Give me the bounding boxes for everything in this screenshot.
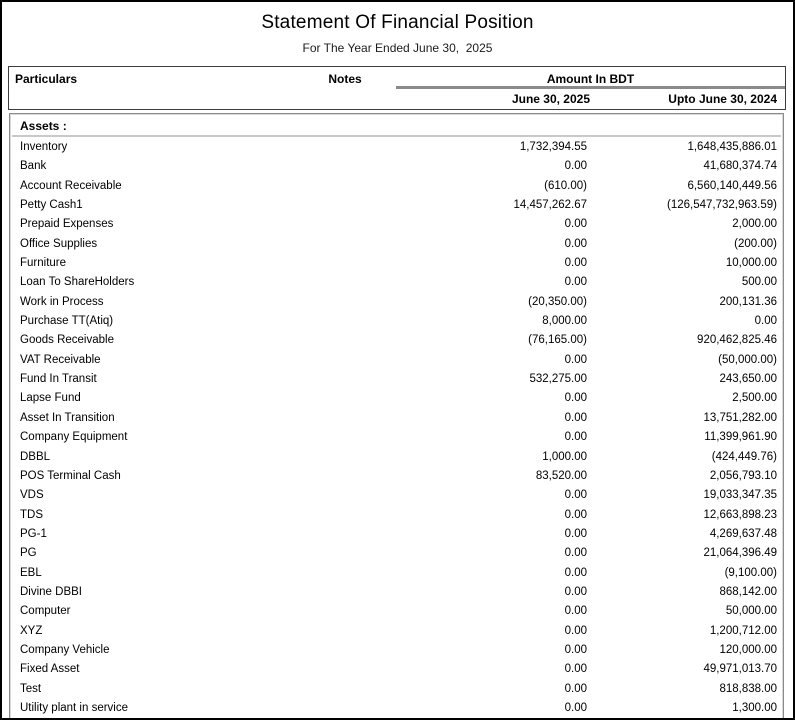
row-amount-current: (610.00): [544, 179, 587, 192]
table-row: [12, 622, 781, 641]
row-label: VDS: [20, 489, 44, 502]
table-row: [12, 138, 781, 157]
row-amount-previous: 50,000.00: [725, 605, 777, 618]
row-amount-current: 0.00: [564, 160, 587, 173]
row-label: Company Equipment: [20, 431, 128, 444]
table-row: [12, 409, 781, 428]
row-amount-previous: 920,462,825.46: [697, 334, 777, 347]
row-amount-current: 0.00: [564, 663, 587, 676]
table-row: [12, 467, 781, 486]
table-row: [12, 680, 781, 699]
page-subtitle: For The Year Ended June 30, 2025: [302, 41, 493, 55]
table-row: [12, 602, 781, 621]
row-amount-current: 0.00: [564, 643, 587, 656]
column-header-period-current: June 30, 2025: [511, 92, 590, 106]
row-label: Prepaid Expenses: [20, 218, 114, 231]
row-amount-previous: 1,648,435,886.01: [687, 141, 777, 153]
table-row: [12, 254, 781, 273]
table-row: [12, 506, 781, 525]
row-label: Fund In Transit: [20, 373, 97, 386]
row-label: PG: [20, 547, 37, 560]
row-amount-current: (20,350.00): [528, 295, 587, 308]
table-row: [12, 196, 781, 215]
row-amount-previous: 12,663,898.23: [703, 508, 777, 521]
row-amount-previous: 6,560,140,449.56: [687, 179, 777, 192]
row-amount-previous: (424,449.76): [711, 450, 777, 463]
row-amount-previous: 120,000.00: [719, 643, 777, 656]
row-amount-current: 83,520.00: [535, 469, 587, 482]
table-row: [12, 312, 781, 331]
row-amount-previous: 200,131.36: [719, 295, 777, 308]
row-label: Test: [20, 682, 42, 695]
table-row: [12, 273, 781, 292]
row-amount-previous: 0.00: [754, 315, 777, 328]
row-label: POS Terminal Cash: [20, 469, 121, 482]
row-amount-current: 0.00: [564, 353, 587, 366]
row-amount-current: 1,732,394.55: [519, 141, 587, 153]
table-row: [12, 583, 781, 602]
table-row: [12, 544, 781, 563]
table-row: [12, 564, 781, 583]
row-amount-current: 0.00: [564, 624, 587, 637]
row-amount-current: 0.00: [564, 508, 587, 521]
table-row: [12, 486, 781, 505]
table-row: [12, 389, 781, 408]
row-amount-current: 0.00: [564, 605, 587, 618]
row-amount-current: 0.00: [564, 547, 587, 560]
row-label: Goods Receivable: [20, 334, 114, 347]
table-row: [12, 351, 781, 370]
section-header-assets: Assets :: [12, 116, 781, 137]
row-label: Divine DBBI: [20, 585, 82, 598]
column-header-amount-group: Amount In BDT: [396, 67, 785, 89]
row-label: Bank: [20, 160, 47, 173]
table-rows: [12, 137, 781, 718]
row-amount-previous: 2,056,793.10: [709, 469, 777, 482]
row-amount-previous: 13,751,282.00: [703, 411, 777, 424]
row-label: PG-1: [20, 527, 47, 540]
table-row: [12, 370, 781, 389]
row-amount-previous: 11,399,961.90: [704, 431, 777, 444]
row-label: Furniture: [20, 257, 67, 270]
header-row-columns: [9, 67, 785, 89]
row-label: Purchase TT(Atiq): [20, 315, 114, 328]
row-amount-previous: 19,033,347.35: [703, 489, 777, 502]
row-amount-current: 0.00: [564, 392, 587, 405]
row-label: Computer: [20, 605, 71, 618]
page-title: Statement Of Financial Position: [261, 12, 534, 33]
row-amount-previous: 41,680,374.74: [703, 160, 777, 173]
table-row: [12, 331, 781, 350]
row-amount-previous: (126,547,732,963.59): [667, 199, 777, 212]
table-row: [12, 525, 781, 544]
row-label: Loan To ShareHolders: [20, 276, 135, 289]
row-amount-current: 0.00: [564, 489, 587, 502]
row-amount-current: 0.00: [564, 276, 587, 289]
row-amount-previous: 49,971,013.70: [703, 663, 777, 676]
row-amount-current: 0.00: [564, 431, 587, 444]
table-header: [8, 66, 786, 110]
table-row: [12, 235, 781, 254]
row-amount-previous: (200.00): [734, 237, 777, 250]
table-row: [12, 699, 781, 718]
row-amount-previous: 868,142.00: [719, 585, 777, 598]
row-amount-current: (76,165.00): [528, 334, 587, 347]
row-label: Fixed Asset: [20, 663, 80, 676]
table-row: [12, 177, 781, 196]
row-label: VAT Receivable: [20, 353, 101, 366]
table-row: [12, 428, 781, 447]
row-label: Petty Cash1: [20, 199, 83, 212]
row-amount-current: 0.00: [564, 411, 587, 424]
row-amount-current: 0.00: [564, 585, 587, 598]
row-label: Utility plant in service: [20, 701, 129, 714]
row-amount-current: 0.00: [564, 237, 587, 250]
row-amount-previous: 1,200,712.00: [709, 624, 777, 637]
row-amount-previous: 1,300.00: [732, 701, 777, 714]
row-amount-previous: 2,000.00: [732, 218, 777, 231]
row-label: Lapse Fund: [20, 392, 81, 405]
row-amount-current: 1,000.00: [542, 450, 587, 463]
row-label: EBL: [20, 566, 42, 579]
row-label: Work in Process: [20, 295, 104, 308]
row-amount-current: 0.00: [564, 218, 587, 231]
row-label: Company Vehicle: [20, 643, 110, 656]
row-label: Account Receivable: [20, 179, 122, 192]
row-amount-previous: (9,100.00): [724, 566, 777, 579]
statement-table-body: [9, 113, 784, 720]
column-header-period-previous: Upto June 30, 2024: [668, 92, 777, 106]
table-row: [12, 293, 781, 312]
row-amount-previous: 21,064,396.49: [703, 547, 777, 560]
row-amount-current: 0.00: [564, 566, 587, 579]
row-amount-previous: 818,838.00: [719, 682, 777, 695]
row-label: TDS: [20, 508, 43, 521]
row-label: DBBL: [20, 450, 51, 463]
column-header-particulars: Particulars: [15, 72, 78, 86]
table-row: [12, 215, 781, 234]
header-row-periods: [396, 89, 785, 109]
row-amount-current: 0.00: [564, 257, 587, 270]
row-amount-previous: 4,269,637.48: [709, 527, 777, 540]
table-row: [12, 641, 781, 660]
table-row: [12, 157, 781, 176]
row-amount-current: 0.00: [564, 682, 587, 695]
table-row: [12, 660, 781, 679]
row-amount-current: 0.00: [564, 701, 587, 714]
row-amount-current: 8,000.00: [542, 315, 587, 328]
row-amount-previous: 2,500.00: [732, 392, 777, 405]
row-amount-current: 14,457,262.67: [513, 199, 587, 212]
table-row: [12, 448, 781, 467]
row-label: Office Supplies: [20, 237, 98, 250]
column-header-notes: Notes: [328, 72, 362, 86]
row-label: XYZ: [20, 624, 43, 637]
row-amount-current: 0.00: [564, 527, 587, 540]
row-amount-current: 532,275.00: [529, 373, 587, 386]
row-amount-previous: 243,650.00: [719, 373, 777, 386]
row-amount-previous: (50,000.00): [718, 353, 777, 366]
row-amount-previous: 10,000.00: [725, 257, 777, 270]
row-label: Asset In Transition: [20, 411, 115, 424]
row-amount-previous: 500.00: [741, 276, 777, 289]
row-label: Inventory: [20, 141, 68, 153]
